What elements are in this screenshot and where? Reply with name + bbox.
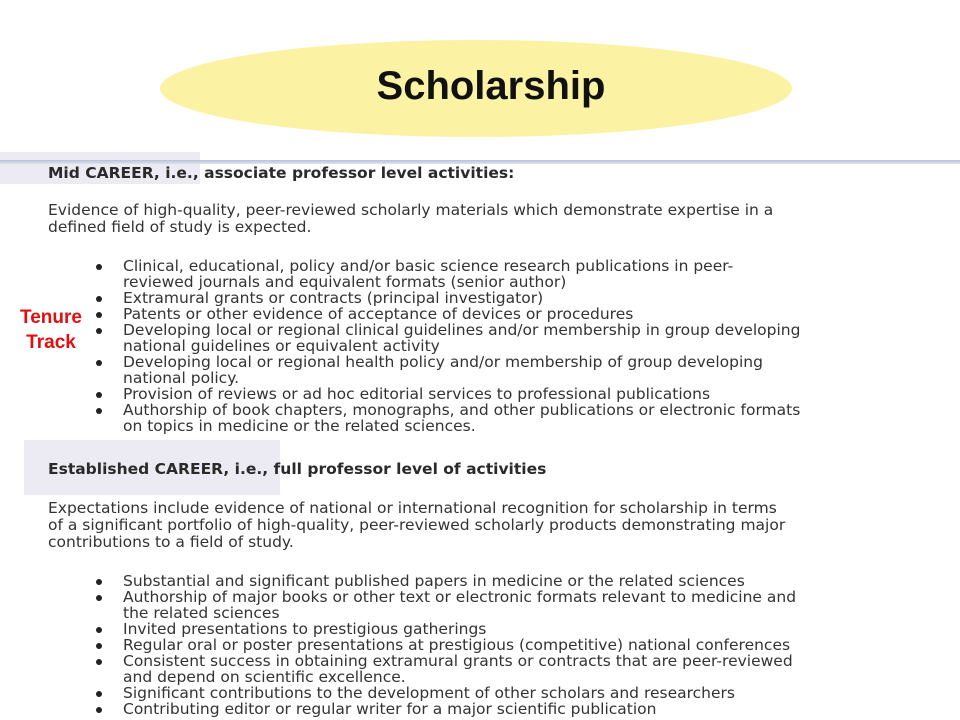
list-item-line: on topics in medicine or the related sciences. bbox=[123, 417, 476, 435]
list-item bbox=[0, 589, 796, 621]
bullet-icon bbox=[96, 328, 102, 334]
bullet-icon bbox=[96, 312, 102, 318]
list-item bbox=[0, 573, 796, 589]
bullet-icon bbox=[96, 691, 102, 697]
list-item-line: Provision of reviews or ad hoc editorial services to professional publications bbox=[123, 385, 711, 403]
bullet-icon bbox=[96, 579, 102, 585]
list-item bbox=[0, 701, 796, 717]
bullet-icon bbox=[96, 264, 102, 270]
mid-career-list bbox=[0, 258, 800, 434]
list-item bbox=[0, 621, 796, 637]
list-item-line: Patents or other evidence of acceptance of devices or procedures bbox=[123, 305, 634, 323]
list-item-line: national guidelines or equivalent activity bbox=[123, 337, 440, 355]
list-item bbox=[0, 386, 800, 402]
list-item bbox=[0, 306, 800, 322]
bullet-icon bbox=[96, 707, 102, 713]
list-item-line: Authorship of major books or other text or electronic formats relevant to medicine and bbox=[123, 588, 797, 606]
list-item-line: Invited presentations to prestigious gatherings bbox=[123, 620, 487, 638]
bullet-icon bbox=[96, 360, 102, 366]
est-intro-line-2: of a significant portfolio of high-quality, peer-reviewed scholarly products demonstrating major bbox=[48, 516, 786, 534]
list-item bbox=[0, 402, 800, 434]
list-item bbox=[0, 685, 796, 701]
list-item bbox=[0, 653, 796, 685]
slide-title: Scholarship bbox=[376, 64, 606, 108]
bullet-icon bbox=[96, 392, 102, 398]
established-career-intro bbox=[48, 500, 948, 551]
list-item bbox=[0, 322, 800, 354]
side-label-line-2: Track bbox=[26, 332, 76, 353]
bullet-icon bbox=[96, 595, 102, 601]
mid-intro-line-2: defined field of study is expected. bbox=[48, 218, 312, 236]
established-career-heading: Established CAREER, i.e., full professor level of activities bbox=[48, 460, 547, 478]
list-item-line: Authorship of book chapters, monographs, and other publications or electronic formats bbox=[123, 401, 801, 419]
side-label-line-1: Tenure bbox=[20, 307, 82, 328]
mid-career-heading: Mid CAREER, i.e., associate professor level activities: bbox=[48, 164, 515, 182]
list-item-line: Substantial and significant published papers in medicine or the related sciences bbox=[123, 572, 745, 590]
mid-career-intro bbox=[48, 202, 948, 236]
bullet-icon bbox=[96, 296, 102, 302]
list-item bbox=[0, 637, 796, 653]
list-item-line: the related sciences bbox=[123, 604, 280, 622]
bullet-icon bbox=[96, 659, 102, 665]
established-career-list bbox=[0, 573, 796, 717]
bullet-icon bbox=[96, 627, 102, 633]
list-item bbox=[0, 354, 800, 386]
list-item-line: Developing local or regional health policy and/or membership of group developing bbox=[123, 353, 763, 371]
mid-intro-line-1: Evidence of high-quality, peer-reviewed scholarly materials which demonstrate expertise in a bbox=[48, 201, 774, 219]
list-item-line: Consistent success in obtaining extramural grants or contracts that are peer-reviewed bbox=[123, 652, 793, 670]
list-item-line: and depend on scientific excellence. bbox=[123, 668, 406, 686]
list-item-line: national policy. bbox=[123, 369, 240, 387]
bullet-icon bbox=[96, 408, 102, 414]
list-item-line: Extramural grants or contracts (principal investigator) bbox=[123, 289, 544, 307]
list-item-line: Contributing editor or regular writer for a major scientific publication bbox=[123, 700, 657, 718]
bullet-icon bbox=[96, 643, 102, 649]
list-item-line: Developing local or regional clinical guidelines and/or membership in group developing bbox=[123, 321, 801, 339]
list-item-line: Clinical, educational, policy and/or basic science research publications in peer- bbox=[123, 257, 734, 275]
list-item-line: Regular oral or poster presentations at prestigious (competitive) national conferences bbox=[123, 636, 791, 654]
list-item-line: reviewed journals and equivalent formats (senior author) bbox=[123, 273, 567, 291]
list-item-line: Significant contributions to the development of other scholars and researchers bbox=[123, 684, 735, 702]
list-item bbox=[0, 290, 800, 306]
est-intro-line-1: Expectations include evidence of national or international recognition for scholarship in terms bbox=[48, 499, 777, 517]
est-intro-line-3: contributions to a field of study. bbox=[48, 533, 294, 551]
list-item bbox=[0, 258, 800, 290]
